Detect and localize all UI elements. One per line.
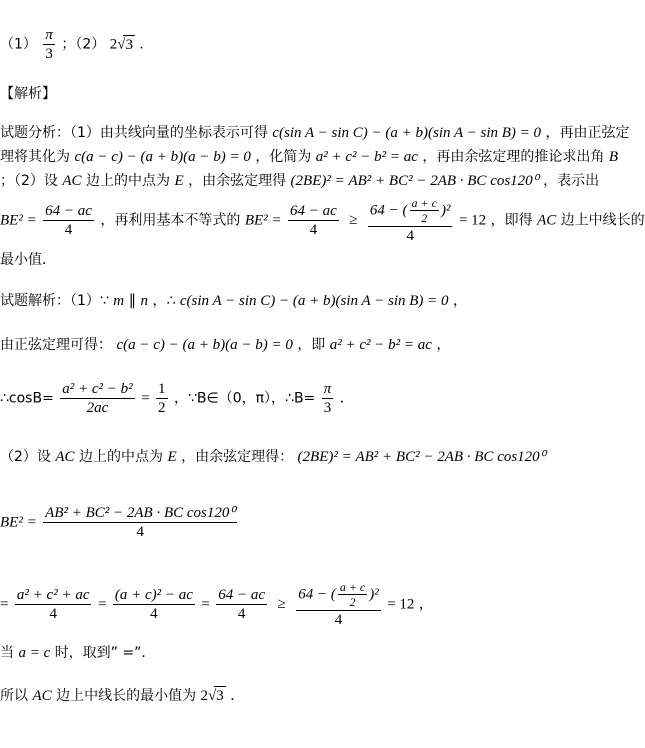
solution-line-1: 试题解析：（1）∵ m ∥ n ，∴ c(sin A − sin C) − (a + b)(sin A − sin B) = 0 ， bbox=[0, 293, 467, 309]
analysis-line-4: BE² = $\frac{64 - ac}{4}$ ，再利用基本不等式的 BE² = $\frac{64 - ac}{4}$ ≥ 64 − ( $\frac{a + c}{2}$ )² 4 = 12 ，即得 AC 边上中线长的 bbox=[0, 196, 645, 244]
solution-line-7: 当 a = c 时，取到” =”． bbox=[0, 645, 156, 661]
answer-fraction-pi-over-3: $\frac{\pi}{3}$ bbox=[45, 27, 53, 62]
solution-line-6: = $\frac{\text{a² + c² + ac}}{4}$ = $\frac{\text{(a + c)² − ac}}{4}$ = $\frac{64 - ac}{4}$ ≥ 64 − ( $\frac{a + c}{2}$ )² 4 = 12 ， bbox=[0, 580, 433, 628]
solution-line-5: BE² = $\frac{\text{AB² + BC² − 2AB · BC cos120⁰}}{4}$ bbox=[0, 505, 236, 540]
fraction: $\frac{64 - ac}{4}$ bbox=[45, 202, 92, 238]
analysis-line-1: 试题分析：（1）由共线向量的坐标表示可得 c(sin A − sin C) − (a + b)(sin A − sin B) = 0 ，再由正弦定 bbox=[0, 125, 630, 141]
solution-line-8: 所以 AC 边上中线长的最小值为 2√3 ． bbox=[0, 688, 245, 704]
analysis-line-5: 最小值． bbox=[0, 252, 56, 268]
analysis-line-2: 理将其化为 c(a − c) − (a + b)(a − b) = 0 ，化简为 a² + c² − b² = ac ，再由余弦定理的推论求出角 B bbox=[0, 149, 619, 165]
analysis-line-3: ；（2）设 AC 边上的中点为 E ，由余弦定理得 (2BE)² = AB² + BC² − 2AB · BC cos120⁰ ，表示出 bbox=[0, 173, 600, 189]
fraction: $\frac{64 - ac}{4}$ bbox=[290, 202, 337, 238]
solution-line-3: ∴cosB= $\frac{\text{a² + c² − b²}}{2ac}$ = $\frac{1}{2}$ ，∵B∈（0，π），∴B= $\frac{\pi}{3}$ ． bbox=[0, 381, 354, 416]
sqrt-symbol: √ bbox=[117, 36, 126, 53]
answer-label-1: （1） bbox=[0, 36, 37, 53]
solution-line-2: 由正弦定理可得： c(a − c) − (a + b)(a − b) = 0 ，即 a² + c² − b² = ac ， bbox=[0, 337, 451, 353]
answer-line: （1） $\frac{\pi}{3}$ ；（2） 2√3 ． bbox=[0, 27, 154, 62]
fraction: 64 − ( $\frac{a + c}{2}$ )² 4 bbox=[369, 196, 451, 244]
section-title: 【解析】 bbox=[0, 86, 56, 102]
solution-line-4: （2）设 AC 边上的中点为 E ，由余弦定理得： (2BE)² = AB² + BC² − 2AB · BC cos120⁰ bbox=[0, 449, 546, 465]
